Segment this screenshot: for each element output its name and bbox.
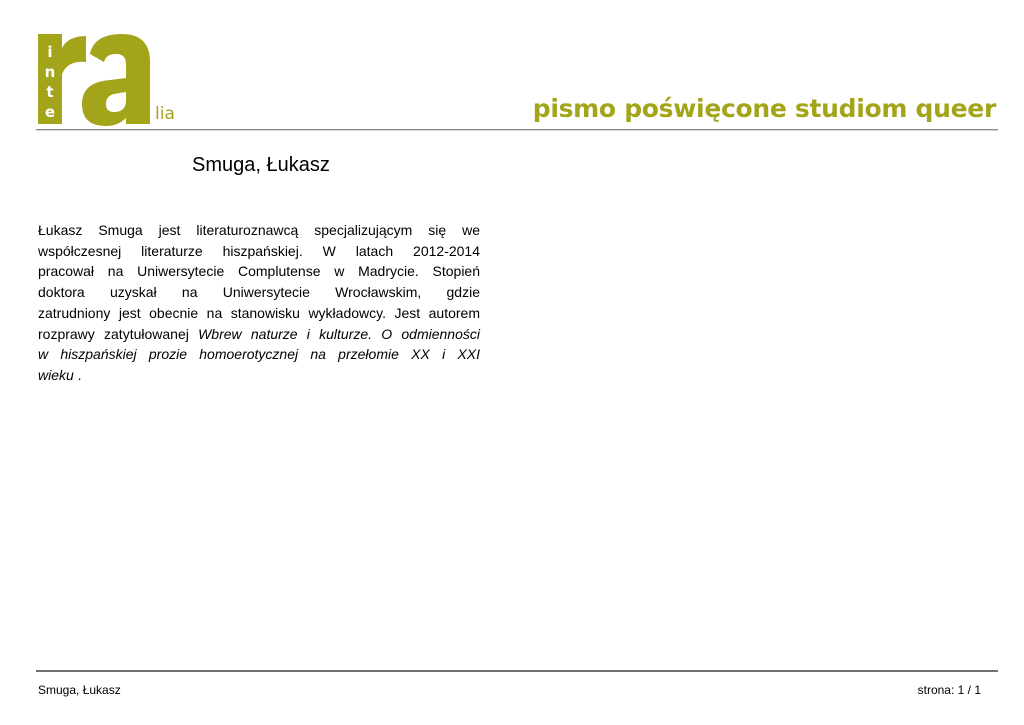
bio-line: pracował na Uniwersytecie Complutense w Madrycie. Stopień: [38, 263, 480, 280]
book-title: wieku: [38, 366, 74, 383]
bio-line: wieku .: [38, 366, 82, 383]
interalia-logo: [38, 30, 188, 128]
logo-suffix: lia: [155, 104, 175, 124]
page-title: Smuga, Łukasz: [192, 154, 330, 176]
footer-divider: [36, 670, 998, 672]
logo-letter-n: n: [44, 63, 56, 81]
bio-line: doktora uzyskał na Uniwersytecie Wrocławskim, gdzie: [38, 284, 480, 301]
journal-tagline: pismo poświęcone studiom queer: [532, 94, 996, 123]
bio-paragraph: [38, 220, 480, 386]
footer-entry-name: Smuga, Łukasz: [38, 683, 121, 697]
bio-line: Łukasz Smuga jest literaturoznawcą specjalizującym się we: [38, 222, 480, 238]
logo-letter-t: t: [46, 83, 54, 101]
logo-letter-i: i: [47, 43, 53, 61]
book-title: w hiszpańskiej prozie homoerotycznej na przełomie XX i XXI: [38, 346, 480, 363]
bio-line: zatrudniony jest obecnie na stanowisku wykładowcy. Jest autorem: [38, 304, 480, 321]
logo-letter-e: e: [44, 103, 56, 121]
bio-line: rozprawy zatytułowanej Wbrew naturze i kulturze. O odmienności: [38, 325, 480, 342]
bio-line: [38, 344, 480, 365]
book-title: Wbrew naturze i kulturze. O odmienności: [198, 325, 480, 342]
page-number: strona: 1 / 1: [917, 683, 981, 697]
header-divider: [36, 129, 998, 130]
bio-line: współczesnej literaturze hiszpańskiej. W latach 2012-2014: [38, 242, 480, 259]
